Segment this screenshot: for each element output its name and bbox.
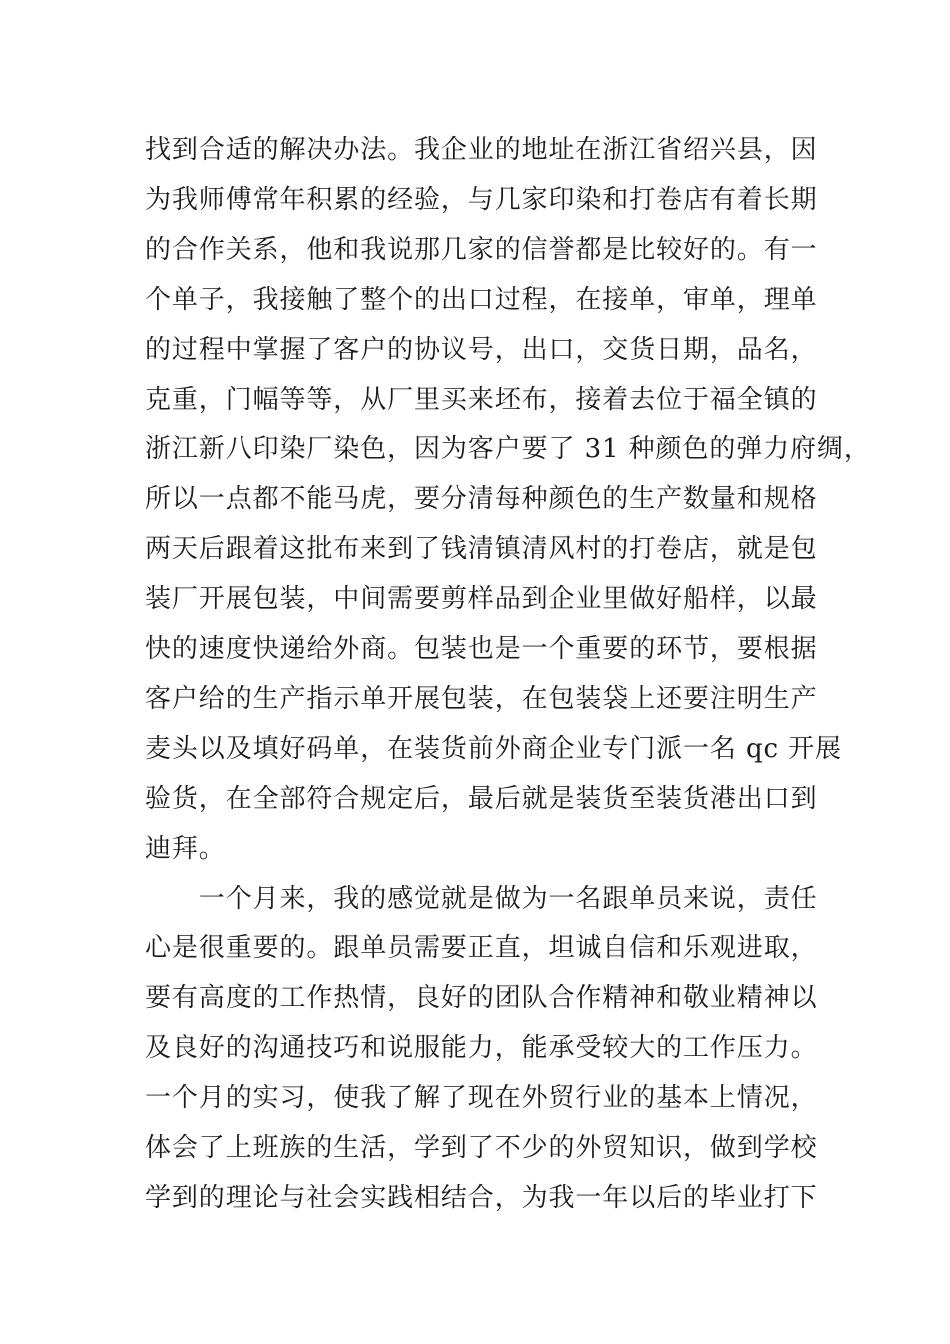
text-line: 的过程中掌握了客户的协议号，出口，交货日期，品名，	[145, 335, 818, 365]
text-line: 要有高度的工作热情，良好的团队合作精神和敬业精神以	[145, 983, 818, 1013]
text-line: 浙江新八印染厂染色，因为客户要了 31 种颜色的弹力府绸，	[145, 434, 871, 464]
text-line: 学到的理论与社会实践相结合，为我一年以后的毕业打下	[145, 1183, 818, 1213]
text-line: 体会了上班族的生活，学到了不少的外贸知识，做到学校	[145, 1133, 818, 1163]
text-line: 心是很重要的。跟单员需要正直，坦诚自信和乐观进取，	[145, 933, 818, 963]
text-line: 及良好的沟通技巧和说服能力，能承受较大的工作压力。	[145, 1033, 818, 1063]
text-line: 迪拜。	[145, 834, 226, 864]
text-line: 验货，在全部符合规定后，最后就是装货至装货港出口到	[145, 784, 818, 814]
text-line: 装厂开展包装，中间需要剪样品到企业里做好船样，以最	[145, 584, 818, 614]
text-line: 所以一点都不能马虎，要分清每种颜色的生产数量和规格	[145, 484, 818, 514]
text-line: 客户给的生产指示单开展包装，在包装袋上还要注明生产	[145, 684, 818, 714]
text-line: 一个月来，我的感觉就是做为一名跟单员来说，责任	[145, 884, 818, 914]
text-line: 个单子，我接触了整个的出口过程，在接单，审单，理单	[145, 285, 818, 315]
text-line: 快的速度快递给外商。包装也是一个重要的环节，要根据	[145, 634, 818, 664]
text-line: 麦头以及填好码单，在装货前外商企业专门派一名 qc 开展	[145, 734, 842, 764]
text-line: 克重，门幅等等，从厂里买来坯布，接着去位于福全镇的	[145, 385, 818, 415]
text-line: 一个月的实习，使我了解了现在外贸行业的基本上情况，	[145, 1083, 818, 1113]
text-line: 的合作关系，他和我说那几家的信誉都是比较好的。有一	[145, 235, 818, 265]
text-line: 为我师傅常年积累的经验，与几家印染和打卷店有着长期	[145, 185, 818, 215]
text-line: 两天后跟着这批布来到了钱清镇清风村的打卷店，就是包	[145, 534, 818, 564]
text-line: 找到合适的解决办法。我企业的地址在浙江省绍兴县，因	[145, 135, 818, 165]
